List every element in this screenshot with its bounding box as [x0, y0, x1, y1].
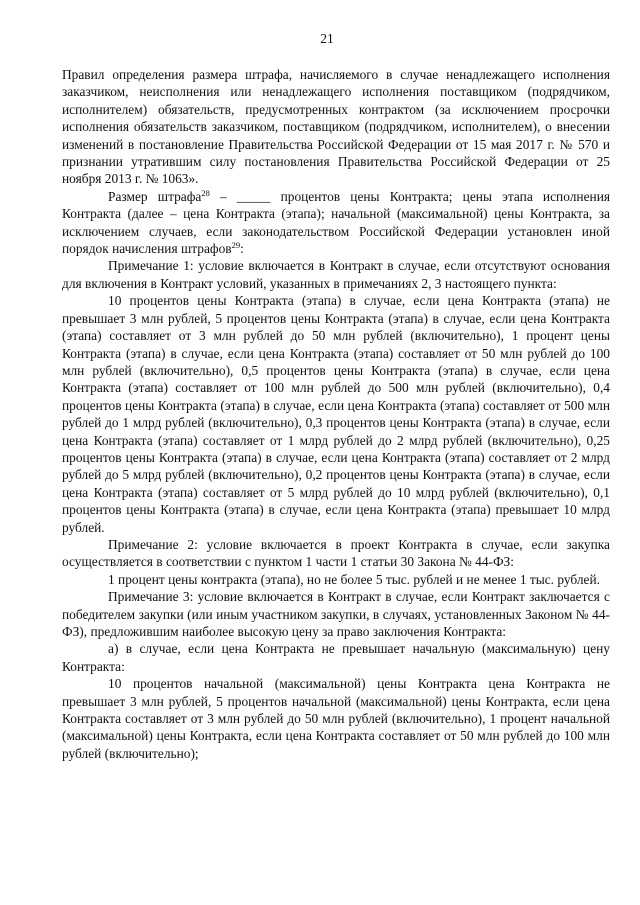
fine-blank-field: – _____ — [209, 188, 281, 204]
paragraph-note-3: Примечание 3: условие включается в Контракт в случае, если Контракт заключается с победителем закупки (или иным участником закупки, в случаях, установленных Законом № 44-ФЗ), предложившим наиболее высокую цену за право заключения Контракта: — [62, 589, 610, 639]
footnote-ref-28[interactable]: 28 — [201, 187, 210, 198]
paragraph-fine-amount — [62, 188, 610, 258]
paragraph-rules-continuation: Правил определения размера штрафа, начисляемого в случае ненадлежащего исполнения заказчиком, неисполнения или ненадлежащего исполнения поставщиком (подрядчиком, исполнителем) обязательств, предусмотренных контрактом (за исключением просрочки исполнения обязательств заказчиком, поставщиком (подрядчиком, исполнителем), о внесении изменений в постановление Правительства Российской Федерации от 15 мая 2017 г. № 570 и признании утратившим силу постановления Правительства Российской Федерации от 25 ноября 2013 г. № 1063». — [62, 67, 610, 187]
footnote-ref-29[interactable]: 29 — [231, 240, 241, 251]
fine-label: Размер штрафа — [108, 188, 202, 204]
document-body — [62, 66, 610, 762]
paragraph-note-1: Примечание 1: условие включается в Контракт в случае, если отсутствуют основания для включения в Контракт условий, указанных в примечаниях 2, 3 настоящего пункта: — [62, 258, 610, 291]
paragraph-fine-scale: 10 процентов цены Контракта (этапа) в случае, если цена Контракта (этапа) не превышает 3 млн рублей, 5 процентов цены Контракта (этапа) в случае, если цена Контракта (этапа) составляет от 3 млн рублей до 50 млн рублей (включительно), 1 процент цены Контракта (этапа) в случае, если цена Контракта (этапа) составляет от 50 млн рублей до 100 млн рублей (включительно), 0,5 процентов цены Контракта (этапа) в случае, если цена Контракта (этапа) составляет от 100 млн рублей до 500 млн рублей (включительно), 0,4 процентов цены Контракта (этапа) в случае, если цена Контракта (этапа) составляет от 500 млн рублей до 1 млрд рублей (включительно), 0,3 процентов цены Контракта (этапа) в случае, если цена Контракта (этапа) составляет от 1 млрд рублей до 2 млрд рублей (включительно), 0,25 процентов цены Контракта (этапа) в случае, если цена Контракта (этапа) составляет от 2 млрд рублей до 5 млрд рублей (включительно), 0,2 процентов цены Контракта (этапа) в случае, если цена Контракта (этапа) составляет от 5 млрд рублей до 10 млрд рублей (включительно), 0,1 процентов цены Контракта (этапа) в случае, если цена Контракта (этапа) превышает 10 млрд рублей. — [62, 293, 610, 535]
page-number: 21 — [320, 31, 334, 46]
paragraph-one-percent: 1 процент цены контракта (этапа), но не более 5 тыс. рублей и не менее 1 тыс. рублей. — [108, 571, 600, 587]
paragraph-case-a: а) в случае, если цена Контракта не превышает начальную (максимальную) цену Контракта: — [62, 641, 610, 674]
paragraph-note-2: Примечание 2: условие включается в проект Контракта в случае, если закупка осуществляется в соответствии с пунктом 1 части 1 статьи 30 Закона № 44-ФЗ: — [62, 536, 610, 570]
paragraph-initial-price-scale: 10 процентов начальной (максимальной) цены Контракта цена Контракта не превышает 3 млн рублей, 5 процентов начальной (максимальной) цены Контракта, если цена Контракта составляет от 3 млн рублей до 50 млн рублей (включительно), 1 процент начальной (максимальной) цены Контракта, если цена Контракта составляет от 50 млн рублей до 100 млн рублей (включительно); — [62, 676, 610, 761]
fine-ending: : — [240, 241, 244, 257]
fine-description: процентов цены Контракта; цены этапа исполнения Контракта (далее – цена Контракта (этапа); начальной (максимальной) цены Контракта, за исключением случаев, если законодательством Российской Федерации установлен иной порядок начисления штрафов — [62, 188, 611, 257]
